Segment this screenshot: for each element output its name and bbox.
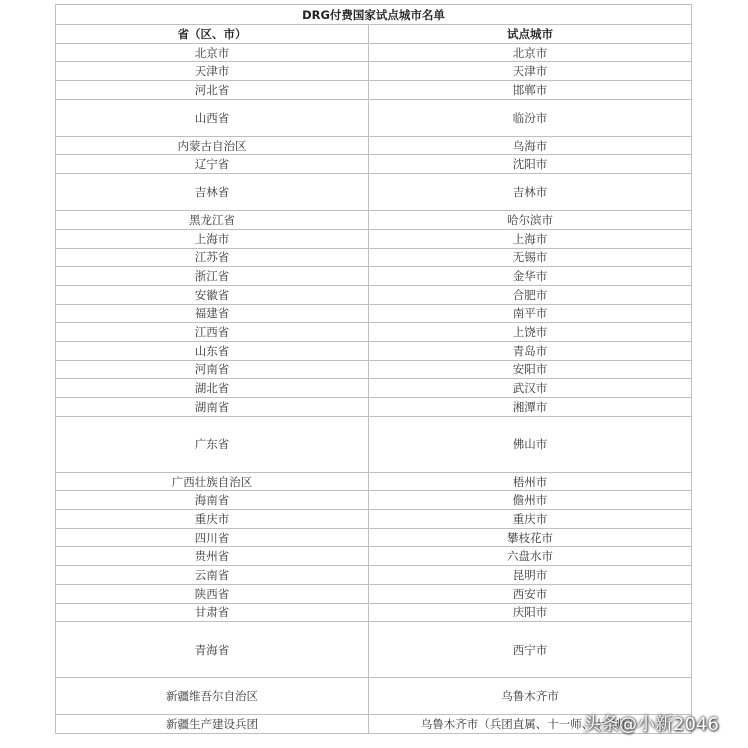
- pilot-city-cell: 佛山市: [369, 416, 692, 472]
- table-row: [56, 323, 692, 342]
- pilot-city-cell: 乌鲁木齐市: [369, 678, 692, 715]
- table-row: [56, 416, 692, 472]
- header-province: 省（区、市）: [56, 25, 369, 44]
- province-cell: 吉林省: [56, 174, 369, 211]
- table-row: [56, 99, 692, 136]
- table-row: [56, 510, 692, 529]
- table-title-row: [56, 5, 692, 25]
- table-row: [56, 584, 692, 603]
- province-cell: 青海省: [56, 622, 369, 678]
- pilot-city-cell: 乌鲁木齐市（兵团直属、十一师、十二师）: [369, 715, 692, 734]
- province-cell: 黑龙江省: [56, 211, 369, 230]
- province-cell: 重庆市: [56, 510, 369, 529]
- province-cell: 辽宁省: [56, 155, 369, 174]
- table-title: DRG付费国家试点城市名单: [56, 5, 692, 25]
- table-row: [56, 360, 692, 379]
- province-cell: 江苏省: [56, 248, 369, 267]
- province-cell: 河北省: [56, 81, 369, 100]
- table-row: [56, 136, 692, 155]
- header-city: 试点城市: [369, 25, 692, 44]
- pilot-city-cell: 上海市: [369, 229, 692, 248]
- table-row: [56, 174, 692, 211]
- pilot-city-cell: 合肥市: [369, 285, 692, 304]
- province-cell: 山西省: [56, 99, 369, 136]
- table-header-row: [56, 25, 692, 44]
- province-cell: 天津市: [56, 62, 369, 81]
- pilot-city-cell: 西宁市: [369, 622, 692, 678]
- province-cell: 湖南省: [56, 398, 369, 417]
- table-row: [56, 267, 692, 286]
- table-row: [56, 304, 692, 323]
- province-cell: 陕西省: [56, 584, 369, 603]
- province-cell: 江西省: [56, 323, 369, 342]
- pilot-city-cell: 儋州市: [369, 491, 692, 510]
- province-cell: 云南省: [56, 566, 369, 585]
- table-row: [56, 528, 692, 547]
- province-cell: 浙江省: [56, 267, 369, 286]
- province-cell: 贵州省: [56, 547, 369, 566]
- province-cell: 上海市: [56, 229, 369, 248]
- table-row: [56, 211, 692, 230]
- table-row: [56, 43, 692, 62]
- pilot-city-cell: 北京市: [369, 43, 692, 62]
- pilot-city-cell: 无锡市: [369, 248, 692, 267]
- pilot-city-cell: 金华市: [369, 267, 692, 286]
- table-row: [56, 62, 692, 81]
- province-cell: 山东省: [56, 341, 369, 360]
- pilot-city-cell: 沈阳市: [369, 155, 692, 174]
- pilot-city-cell: 六盘水市: [369, 547, 692, 566]
- pilot-city-cell: 湘潭市: [369, 398, 692, 417]
- province-cell: 四川省: [56, 528, 369, 547]
- table-row: [56, 285, 692, 304]
- pilot-city-cell: 吉林市: [369, 174, 692, 211]
- pilot-city-cell: 邯郸市: [369, 81, 692, 100]
- province-cell: 福建省: [56, 304, 369, 323]
- table-row: [56, 379, 692, 398]
- pilot-city-cell: 临汾市: [369, 99, 692, 136]
- pilot-city-cell: 武汉市: [369, 379, 692, 398]
- watermark: 头条@小新2046: [583, 714, 719, 735]
- pilot-city-cell: 哈尔滨市: [369, 211, 692, 230]
- pilot-city-cell: 乌海市: [369, 136, 692, 155]
- pilot-city-cell: 昆明市: [369, 566, 692, 585]
- province-cell: 海南省: [56, 491, 369, 510]
- pilot-city-cell: 梧州市: [369, 472, 692, 491]
- province-cell: 广东省: [56, 416, 369, 472]
- pilot-city-cell: 南平市: [369, 304, 692, 323]
- table-body: [56, 43, 692, 733]
- pilot-city-cell: 攀枝花市: [369, 528, 692, 547]
- table-row: [56, 81, 692, 100]
- table-row: [56, 566, 692, 585]
- pilot-city-cell: 天津市: [369, 62, 692, 81]
- province-cell: 湖北省: [56, 379, 369, 398]
- table-row: [56, 622, 692, 678]
- pilot-city-cell: 青岛市: [369, 341, 692, 360]
- province-cell: 新疆维吾尔自治区: [56, 678, 369, 715]
- table-row: [56, 398, 692, 417]
- table-row: [56, 341, 692, 360]
- table-row: [56, 603, 692, 622]
- province-cell: 甘肃省: [56, 603, 369, 622]
- pilot-city-cell: 安阳市: [369, 360, 692, 379]
- pilot-city-cell: 上饶市: [369, 323, 692, 342]
- province-cell: 北京市: [56, 43, 369, 62]
- province-cell: 安徽省: [56, 285, 369, 304]
- pilot-city-cell: 庆阳市: [369, 603, 692, 622]
- pilot-city-cell: 西安市: [369, 584, 692, 603]
- pilot-city-cell: 重庆市: [369, 510, 692, 529]
- province-cell: 新疆生产建设兵团: [56, 715, 369, 734]
- province-cell: 内蒙古自治区: [56, 136, 369, 155]
- table-row: [56, 491, 692, 510]
- table-row: [56, 248, 692, 267]
- table-row: [56, 155, 692, 174]
- province-cell: 河南省: [56, 360, 369, 379]
- province-cell: 广西壮族自治区: [56, 472, 369, 491]
- table-row: [56, 229, 692, 248]
- table-row: [56, 547, 692, 566]
- drg-pilot-cities-table: [55, 4, 692, 734]
- table-row: [56, 472, 692, 491]
